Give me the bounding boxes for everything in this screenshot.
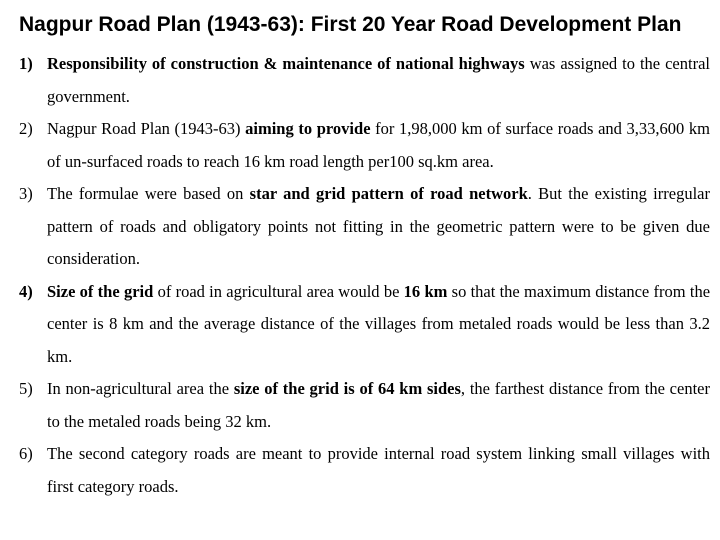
emphasis-text: aiming to provide [245, 119, 371, 138]
numbered-list [19, 48, 710, 503]
emphasis-text: Size of the grid [47, 281, 154, 301]
list-item [19, 438, 710, 503]
body-text: of road in agricultural area would be [153, 281, 404, 301]
list-item [19, 276, 710, 374]
list-item [19, 178, 710, 276]
body-text: The second category roads are meant to provide internal road system linking small villages with first category roads. [47, 444, 710, 496]
body-text: , the farthest distance from the center to the metaled roads being 32 km. [47, 379, 710, 431]
emphasis-text: 16 km [403, 281, 448, 301]
list-item [19, 373, 710, 438]
body-text: In non-agricultural area the [47, 379, 234, 398]
page-title: Nagpur Road Plan (1943-63): First 20 Year Road Development Plan [19, 13, 682, 36]
body-text: for 1,98,000 km of surface roads and 3,33,600 km of un-surfaced roads to reach 16 km road length per100 sq.km area. [47, 119, 710, 171]
body-text: The formulae were based on [47, 184, 250, 203]
emphasis-text: star and grid pattern of road network [249, 184, 528, 203]
list-item [19, 48, 710, 113]
list-item-number: 5) [19, 379, 33, 398]
body-text: was assigned to the central government. [47, 54, 710, 106]
body-text: Nagpur Road Plan (1943-63) [47, 119, 246, 138]
list-item-number: 4) [19, 281, 33, 301]
list-item-number: 6) [19, 444, 33, 463]
body-text: so that the maximum distance from the center is 8 km and the average distance of the villages from metaled roads would be less than 3.2 km. [47, 281, 711, 366]
list-item-number: 1) [19, 54, 33, 73]
list-item-number: 2) [19, 119, 33, 138]
emphasis-text: size of the grid is of 64 km sides [233, 379, 461, 398]
list-item-number: 3) [19, 184, 33, 203]
list-item [19, 113, 710, 178]
body-text: . But the existing irregular pattern of roads and obligatory points not fitting in the geometric pattern were to be given due consideration. [47, 184, 710, 268]
emphasis-text: Responsibility of construction & maintenance of national highways [47, 54, 525, 73]
